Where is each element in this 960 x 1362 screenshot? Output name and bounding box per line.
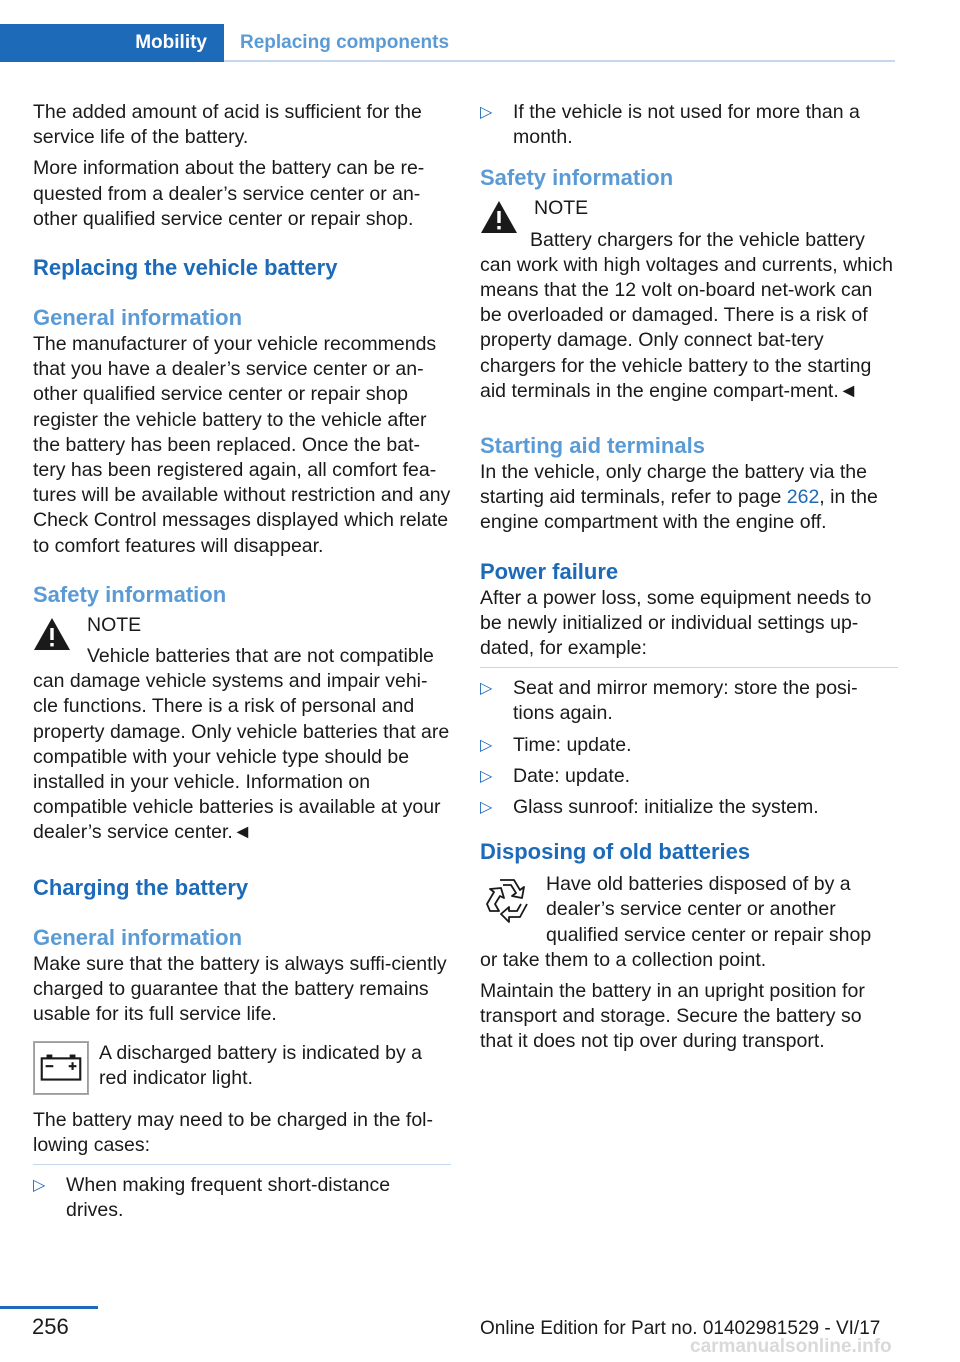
paragraph: or take them to a collection point. <box>480 948 767 971</box>
battery-indicator-block <box>33 1041 451 1091</box>
note-text: Battery chargers for the vehicle battery <box>530 228 865 251</box>
paragraph: The manufacturer of your vehicle recommends that you have a dealer’s service center or an-other qualified service center or repair shop register the vehicle battery to the vehicle after the battery has been replaced. Once the bat-tery has been registered again, all comfort fea-tures will be available without restriction and any Check Control messages displayed which relate to comfort features will disappear. <box>33 333 451 557</box>
note-label: NOTE <box>534 197 589 220</box>
paragraph: After a power loss, some equipment needs to be newly initialized or individual settings up-dated, for example: <box>480 586 872 660</box>
heading-general-information: General information <box>33 305 243 331</box>
list-item <box>480 764 898 789</box>
warning-triangle-icon <box>480 200 518 234</box>
text-span: , in the engine compartment with the engine off. <box>480 486 878 534</box>
page-number: 256 <box>32 1314 69 1339</box>
triangle-bullet-icon: ▷ <box>480 680 493 698</box>
list-item-text: If the vehicle is not used for more than a month. <box>513 101 860 149</box>
heading-safety-information: Safety information <box>33 581 227 607</box>
list-item-text: Time: update. <box>513 733 632 756</box>
paragraph: The added amount of acid is sufficient for the service life of the battery. <box>33 101 422 149</box>
note-text: can work with high voltages and currents, which means that the 12 volt on-board net-work can be overloaded or damaged. There is a risk of property damage. Only connect bat-tery chargers for the vehicle battery to the starting aid terminals in the engine compart-ment.◄ <box>480 253 893 402</box>
heading-starting-aid-terminals: Starting aid terminals <box>480 433 705 459</box>
paragraph: More information about the battery can be re-quested from a dealer’s service center or an-other qualified service center or repair shop. <box>33 157 425 230</box>
heading-power-failure: Power failure <box>480 558 619 584</box>
bullet-list <box>480 100 898 150</box>
section-tab[interactable]: Replacing components <box>240 32 450 53</box>
footer-rule <box>0 1306 98 1309</box>
heading-charging-battery: Charging the battery <box>33 874 249 900</box>
list-item <box>480 676 898 726</box>
heading-general-information: General information <box>33 924 243 950</box>
list-item <box>480 733 898 758</box>
list-item-text: When making frequent short-distance drives. <box>66 1174 391 1222</box>
recycle-block <box>480 872 898 948</box>
header-rule <box>224 60 895 62</box>
recycle-icon <box>480 874 534 926</box>
heading-replacing-battery: Replacing the vehicle battery <box>33 255 338 281</box>
list-item <box>480 795 898 820</box>
note-block <box>480 196 898 404</box>
battery-icon <box>33 1041 89 1095</box>
page-reference-link[interactable]: 262 <box>786 486 820 509</box>
paragraph: Make sure that the battery is always suffi-ciently charged to guarantee that the battery remains usable for its full service life. <box>33 952 447 1026</box>
watermark: carmanualsonline.info <box>690 1336 892 1357</box>
triangle-bullet-icon: ▷ <box>33 1177 46 1195</box>
heading-safety-information: Safety information <box>480 165 674 191</box>
paragraph: Maintain the battery in an upright position for transport and storage. Secure the battery so that it does not tip over during transport. <box>480 980 865 1053</box>
battery-indicator-text: A discharged battery is indicated by a red indicator light. <box>99 1042 423 1090</box>
list-item <box>480 100 898 150</box>
right-column <box>480 100 898 1055</box>
triangle-bullet-icon: ▷ <box>480 736 493 754</box>
chapter-tab[interactable]: Mobility <box>0 24 224 62</box>
warning-triangle-icon <box>33 617 71 651</box>
triangle-bullet-icon: ▷ <box>480 104 493 121</box>
note-block <box>33 613 451 846</box>
list-item-text: Glass sunroof: initialize the system. <box>513 796 819 819</box>
bullet-list <box>33 1164 451 1223</box>
note-text: Vehicle batteries that are not compatible can damage vehicle systems and impair vehi-cle functions. There is a risk of personal and property damage. Only vehicle batteries that are compatible with your vehicle type should be installed in your vehicle. Information on compatible vehicle batteries is available at your dealer’s service center.◄ <box>33 645 450 844</box>
triangle-bullet-icon: ▷ <box>480 767 493 785</box>
paragraph: The battery may need to be charged in the fol-lowing cases: <box>33 1108 433 1156</box>
text-span: In the vehicle, only charge the battery via the starting aid terminals, refer to page <box>480 461 867 509</box>
triangle-bullet-icon: ▷ <box>480 799 493 817</box>
footer-edition: Online Edition for Part no. 01402981529 - VI/17 <box>480 1318 881 1339</box>
heading-disposing-batteries: Disposing of old batteries <box>480 839 751 865</box>
disposing-text: Have old batteries disposed of by a dealer’s service center or another qualified service center or repair shop <box>546 873 872 946</box>
paragraph <box>480 460 898 536</box>
bullet-list <box>480 667 898 820</box>
note-label: NOTE <box>87 613 142 636</box>
left-column <box>33 100 451 1230</box>
list-item-text: Seat and mirror memory: store the posi-tions again. <box>513 677 858 725</box>
list-item <box>33 1173 451 1223</box>
list-item-text: Date: update. <box>513 764 631 787</box>
page-header <box>0 24 895 62</box>
